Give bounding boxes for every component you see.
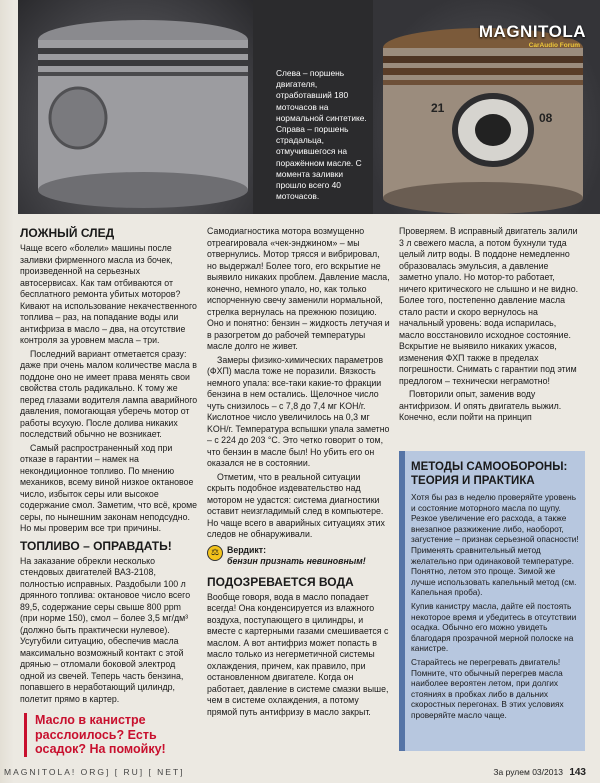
verdict-text: бензин признать невиновным! bbox=[227, 555, 366, 566]
paragraph: Отметим, что в реальной ситуации скрыть подобное издевательство над мотором не удастся: система диагностики оставит неизгладимый след в компьютере. Но чаще всего в аварийных ситуациях этих следов не обнаруживали. bbox=[207, 471, 385, 539]
verdict-label: Вердикт: bbox=[227, 544, 267, 555]
logo-text: MAGNITOLA bbox=[478, 22, 586, 41]
photo-caption bbox=[276, 68, 368, 202]
self-defense-sidebar bbox=[399, 451, 585, 751]
paragraph: Чаще всего «болели» машины после заливки фирменного масла из бочек, произведенной на серьезных автосервисах. Как там отбиваются от бесплатного ремонта убитых моторов? Кивают на использование некачественного топлива – раз, на попадание воды или антифриза в масло – два, на отсутствие контроля за уровнем масла – три. bbox=[20, 243, 197, 345]
sidebar-paragraph: Купив канистру масла, дайте ей постоять некоторое время и убедитесь в отсутствии осадка. Обычно его можно увидеть благодаря прозрачной мерной полоске на канистре. bbox=[411, 600, 577, 654]
photo-left-piston bbox=[18, 0, 253, 214]
piston-mark-right: 08 bbox=[539, 111, 553, 125]
clean-piston-illustration bbox=[18, 0, 253, 214]
heading-fuel: ТОПЛИВО – ОПРАВДАТЬ! bbox=[20, 538, 172, 553]
page-footer bbox=[0, 763, 600, 783]
logo-subtitle: CarAudio Forum bbox=[528, 42, 580, 49]
piston-photo bbox=[18, 0, 600, 214]
column-2 bbox=[207, 226, 390, 720]
verdict-block bbox=[207, 545, 390, 567]
paragraph: На заказание обрекли несколько стендовых двигателей ВАЗ-2108, полностью исправных. Раздобыли 100 л дрянного топлива: октановое число всего 89,5, содержание серы свыше 800 ppm (при норме 150), смол – более 3,5 мг/дм³ (должно быть практически нулевое). Усугубили ситуацию, обеспечив масла максимально возможный контакт с этой дрянью – отломали боковой электрод одной из свечей. Теперь часть бензина, попавшего в неработающий цилиндр, полетит прямо в картер. bbox=[20, 555, 191, 704]
paragraph: Вообще говоря, вода в масло попадает всегда! Она конденсируется из влажного воздуха, поступающего в цилиндры, и вместе с картерными газами смешивается с маслом. А вот антифриз может попасть в масло только из негерметичной системы охлаждения, причем, как правило, при остановленном двигателе. Когда он работает, давление в системе смазки выше, чем в системе охлаждения, а потому прямой путь антифризу в масло закрыт. bbox=[207, 591, 389, 717]
heading-false-trail: ЛОЖНЫЙ СЛЕД bbox=[20, 226, 115, 240]
magnitola-logo bbox=[479, 22, 586, 42]
magazine-issue: За рулем 03/2013 bbox=[493, 767, 563, 777]
heading-water: ПОДОЗРЕВАЕТСЯ ВОДА bbox=[207, 574, 354, 589]
oil-canister-callout: Масло в канистре расслоилось? Есть осадок? На помойку! bbox=[24, 713, 211, 757]
paragraph: Последний вариант отметается сразу: даже при очень малом количестве масла в поддоне оно не имеет права менять свои свойства столь радикально. К тому же перед глазами водителя лампа аварийного давления, помогающая уберечь мотор от работы всухую. После долива никаких последствий обычно не возникает. bbox=[20, 348, 198, 439]
paragraph: Замеры физико-химических параметров (ФХП) масла тоже не поразили. Вязкость немного упала: все-таки какие-то фракции бензина в нем остались. Щелочное число чуть снизилось – с 7,8 до 7,4 мг KOH/г. Кислотное число увеличилось на 0,3 мг KOH/г. Температура вспышки упала заметно – с 224 до 203 °С. Это четко говорит о том, что бензин в масле был! Но убить его он оказался не в состоянии. bbox=[207, 354, 390, 468]
column-1 bbox=[20, 226, 198, 707]
verdict-text-block bbox=[227, 545, 366, 567]
paragraph: Проверяем. В исправный двигатель залили 3 л свежего масла, а потом бухнули туда целый литр воды. В поддоне немедленно образовалась эмульсия, а давление заметно упало. Но мотор-то работает, ничего критического не слышно и не видно. Более того, постепенно давление масла стало расти и скоро вернулось на начальный уровень: вода испарилась, масло восстановило исходное состояние. Вскрытие не выявило никаких ужасов, изменения ФХП также в пределах погрешности. Снимать с гарантии под этим предлогом – технически неграмотно! bbox=[399, 226, 579, 386]
column-3 bbox=[399, 226, 582, 426]
paragraph: Самый распространенный ход при отказе в гарантии – намек на некондиционное топливо. По мнению механиков, всему виной низкое октановое число, избыток серы или высокое содержание смол. Заметим, что всё, кроме серы, по нынешним законам неподсудно. Но мы проверим все три причины. bbox=[20, 442, 198, 533]
page-number: 143 bbox=[569, 767, 586, 778]
sidebar-paragraph: Старайтесь не перегревать двигатель! Помните, что обычный перегрев масла наиболее вероятен летом, при долгих стояниях в пробках либо в дальних скоростных перегонах. В этих условиях проверяйте масло чаще. bbox=[411, 656, 564, 720]
sidebar-title: МЕТОДЫ САМООБОРОНЫ: ТЕОРИЯ И ПРАКТИКА bbox=[411, 461, 568, 487]
sidebar-stripe bbox=[399, 451, 405, 751]
page-gutter bbox=[0, 0, 14, 783]
sidebar-paragraph: Хотя бы раз в неделю проверяйте уровень и состояние моторного масла по щупу. Резкое увеличение его расхода, а также внезапное разжижение либо, наоборот, загустение – признак серьезной опасности! Применять сравнительный метод желательно при одинаковой температуре. Понятно, летом это проще. Зимой же лучше использовать капельный метод (см. Капельная проба). bbox=[411, 492, 579, 598]
paragraph: Самодиагностика мотора возмущенно отреагировала «чек-энджином» – мы отвернулись. Мотор трясся и вибрировал, но выдержал! Более того, его вскрытие не выявило никаких проблем. Давление масла, конечно, немного упало, но, как только испорченную свечу заменили нормальной, стрелка вернулась на прежнюю позицию. Оно и понятно: бензин – жидкость летучая и в разогретом до рабочей температуры масле долго не живет. bbox=[207, 226, 390, 351]
footer-site: MAGNITOLA! ORG] [ RU] [ NET] bbox=[4, 767, 185, 777]
paragraph: Повторили опыт, заменив воду антифризом. И опять двигатель выжил. Конечно, если пойти на принцип bbox=[399, 389, 562, 422]
gavel-icon: ⚖ bbox=[207, 545, 223, 561]
footer-magazine bbox=[493, 767, 586, 778]
photo-caption-text: Слева – поршень двигателя, отработавший 180 моточасов на нормальной синтетике. Справа – поршень страдальца, отмучившегося на поражённом масле. С момента заливки прошло всего 40 моточасов. bbox=[276, 68, 367, 202]
piston-mark-left: 21 bbox=[431, 101, 445, 115]
sidebar-content bbox=[411, 461, 579, 723]
